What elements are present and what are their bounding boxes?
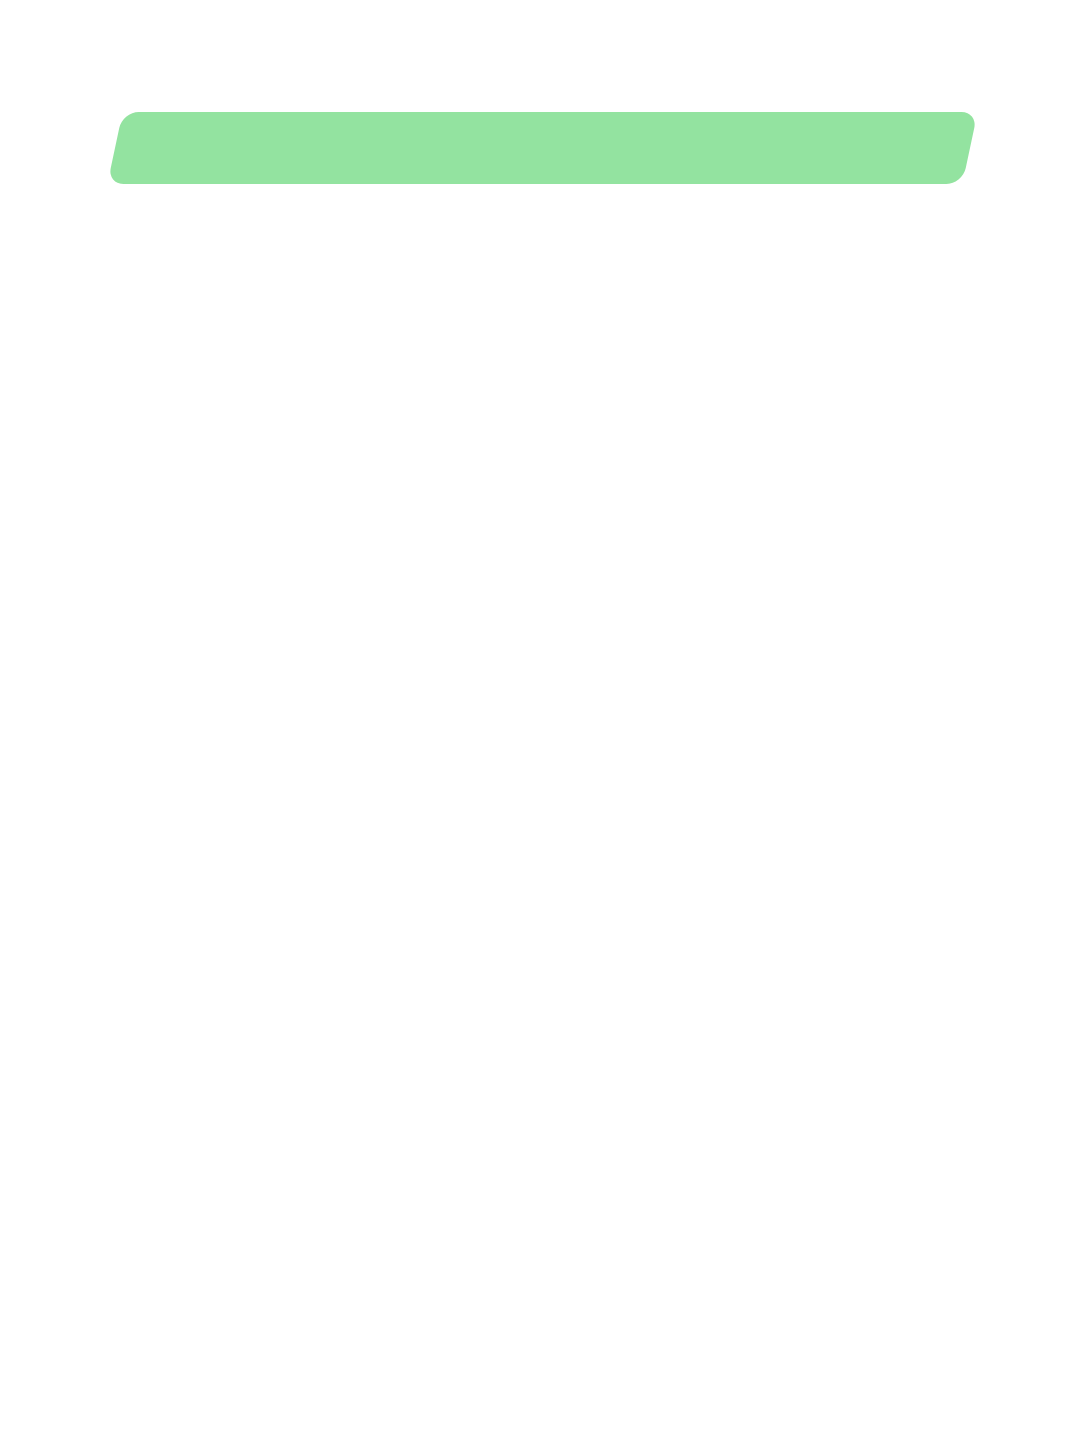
title-banner xyxy=(0,0,1080,210)
title-highlight xyxy=(107,112,977,184)
